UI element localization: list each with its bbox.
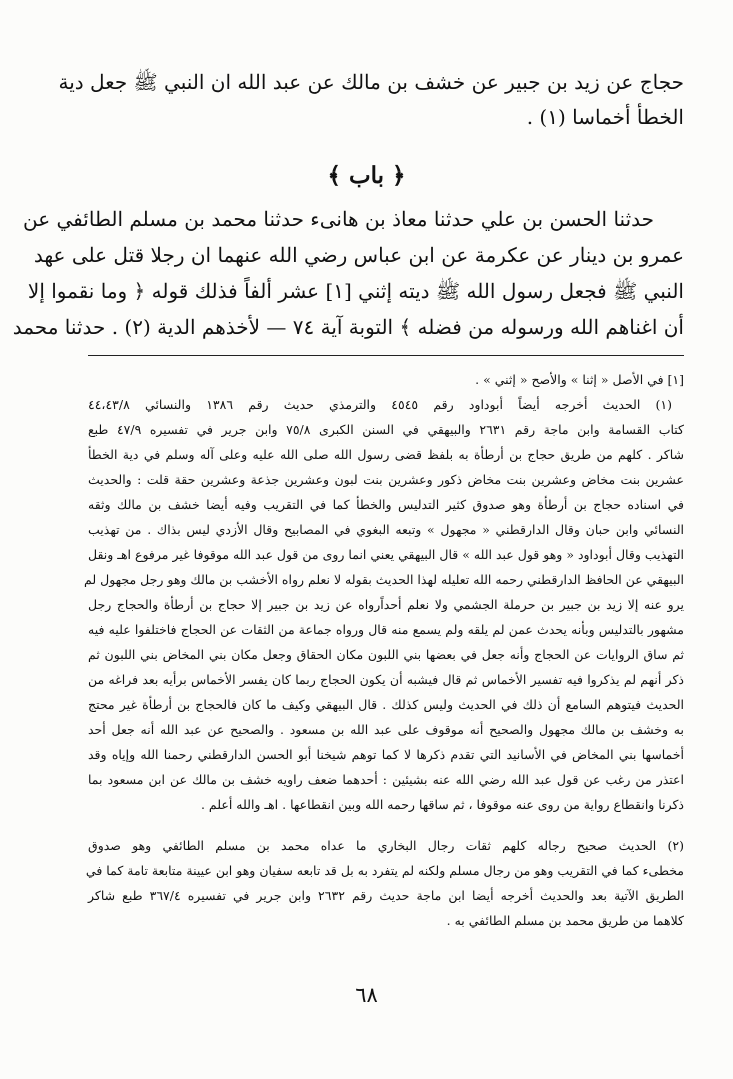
footnote-divider	[88, 355, 684, 356]
main-text-line: الخطأ أخماسا (١) .	[526, 105, 684, 129]
footnote-line: مشهور بالتدليس وبأنه يحدث عمن لم يلقه ولم يسمع منه قال ورواه جماعة من الثقات عن الحجاج فاختلفوا عليه فيه	[88, 622, 684, 637]
footnote-line: الطريق الآتية بعد والحديث أخرجه أيضا ابن ماجة حديث رقم ٢٦٣٢ وابن جرير في تفسيره ٣٦٧/٤ طبع شاكر	[88, 888, 685, 903]
footnote-line: مخطىء كما في التقريب وهو من رجال مسلم ولكنه لم يتفرد به بل قد تابعه سفيان وهو ابن عيينة متابعة تامة كما في	[85, 863, 684, 878]
footnote-line: كتاب القسامة وابن ماجة رقم ٢٦٣١ والبيهقي في السنن الكبرى ٧٥/٨ وابن جرير في تفسيره ٤٧/٩ طبع	[88, 422, 684, 437]
footnote-line: الحديث فيتوهم السامع أن ذلك في الحديث وليس كذلك . قال البيهقي وكيف ما كان فالحجاج بن أرطأة غير محتج	[88, 697, 684, 712]
footnote-line: شاكر . كلهم من طريق حجاج بن أرطأة به بلفظ قضى رسول الله صلى الله عليه وعلى آله وسلم في دية الخطأ	[88, 447, 684, 462]
footnote-line: به وخشف بن مالك مجهول والصحيح أنه موقوف على عبد الله بن مسعود . والصحيح عن عبد الله أنه جعل أحد	[88, 722, 684, 737]
main-text-line: أن اغناهم الله ورسوله من فضله ﴾ التوبة آية ٧٤ — لأخذهم الدية (٢) . حدثنا محمد	[12, 315, 684, 339]
footnote-line: كلاهما من طريق محمد بن مسلم الطائفي به .	[446, 913, 684, 928]
footnote-line: في اسناده حجاج بن أرطأة وهو صدوق كثير التدليس والخطأ كما في التقريب وفيه أيضا خشف بن مالك وثقه	[88, 497, 684, 512]
main-text-line: عمرو بن دينار عن عكرمة عن ابن عباس رضي الله عنهما ان رجلا قتل على عهد	[33, 243, 684, 267]
footnote-line: ثم ساق الروايات عن الحجاج وأنه جعل في بعضها بني اللبون مكان الحقاق وجعل مكان بني المخاض بني اللبون ثم	[88, 647, 684, 662]
page-number: ٦٨	[355, 983, 378, 1007]
footnote-line: التهذيب وقال أبوداود « وهو قول عبد الله » قال البيهقي يعني انما روى من قول عبد الله موقوفا غير مرفوع اهـ ونقل	[88, 547, 684, 562]
footnote-line: (١) الحديث أخرجه أيضاً أبوداود رقم ٤٥٤٥ والترمذي حديث رقم ١٣٨٦ والنسائي ٤٤،٤٣/٨	[88, 397, 672, 412]
footnote-line: [١] في الأصل « إثنا » والأصح « إثني » .	[475, 372, 684, 387]
section-heading: ﴿ باب ﴾	[327, 162, 406, 189]
footnote-line: اعتذر من رغب عن قول عبد الله رضي الله عنه بشيئين : أحدهما ضعف راويه خشف بن مالك عن ابن مسعود بما	[88, 772, 684, 787]
footnote-line: ذكر أنهم لم يذكروا فيه تفسير الأخماس ثم قال فيشبه أن يكون الحجاج ربما كان يفسر الأخماس برأيه بعد فراغه من	[88, 672, 684, 687]
footnote-line: (٢) الحديث صحيح رجاله كلهم ثقات رجال البخاري ما عداه محمد بن مسلم الطائفي وهو صدوق	[88, 838, 684, 853]
footnote-line: يرو عنه إلا زيد بن جبير بن حرملة الجشمي ولا نعلم أحداًرواه عن زيد بن جبير إلا حجاج بن أرطأة والحجاج رجل	[88, 597, 684, 612]
footnote-line: أخماسها بني المخاض في الأسانيد التي تقدم ذكرها لا كما توهم شيخنا أبو الحسن الدارقطني رحمنا الله وإياه وقد	[88, 747, 684, 762]
footnote-line: عشرين بنت مخاض وعشرين بنت مخاض ذكور وعشرين بنت لبون وعشرين جذعة وعشرين حقة قلت : والحديث	[88, 472, 684, 487]
footnote-line: البيهقي عن الحافظ الدارقطني رحمه الله تعليله لهذا الحديث بقوله لا نعلم رواه الأخشب بن مالك وهو رجل مجهول لم	[84, 572, 684, 587]
footnote-line: النسائي وابن حبان وقال الدارقطني « مجهول » وتبعه البغوي في المصابيح وقال الأزدي ليس بذاك . من تهذيب	[88, 522, 684, 537]
main-text-line: حدثنا الحسن بن علي حدثنا معاذ بن هانىء حدثنا محمد بن مسلم الطائفي عن	[22, 207, 654, 231]
main-text-line: حجاج عن زيد بن جبير عن خشف بن مالك عن عبد الله ان النبي ﷺ جعل دية	[58, 70, 684, 94]
footnote-line: ذكرنا وانقطاع رواية من روى عنه موقوفا ، ثم ساقها رحمه الله وبين انقطاعها . اهـ والله أعلم .	[200, 797, 684, 812]
main-text-line: النبي ﷺ فجعل رسول الله ﷺ ديته إثني [١] عشر ألفاً فذلك قوله ﴿ وما نقموا إلا	[27, 279, 684, 303]
